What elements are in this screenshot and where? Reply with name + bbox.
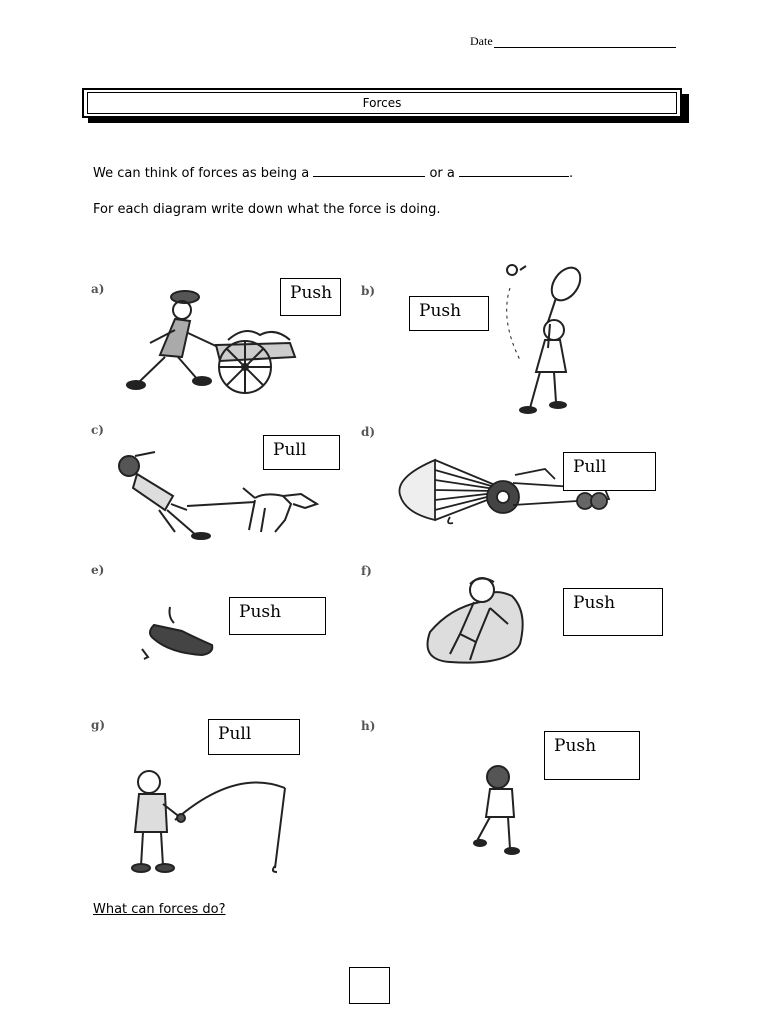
answer-box-h[interactable]: Push [544,731,640,780]
foot-kicking-illustration [140,605,230,669]
diagram-label-c: c) [91,423,104,437]
instruction-text: For each diagram write down what the force is doing. [93,202,441,217]
page-number-box [349,967,390,1004]
boy-fishing-illustration [125,768,300,887]
answer-box-a[interactable]: Push [280,278,341,316]
answer-box-e[interactable]: Push [229,597,326,635]
diagram-label-a: a) [91,282,105,296]
answer-blank-1[interactable] [313,164,425,177]
answer-blank-2[interactable] [459,164,569,177]
child-kicking-illustration [470,765,540,859]
answer-box-f[interactable]: Push [563,588,663,636]
answer-box-d[interactable]: Pull [563,452,656,491]
diagram-label-f: f) [361,564,372,578]
intro-text-part2: or a [429,166,455,181]
girl-hitting-ball-illustration [490,260,610,424]
diagram-label-g: g) [91,718,106,732]
date-label: Date [470,34,493,48]
answer-box-b[interactable]: Push [409,296,489,331]
answer-box-c[interactable]: Pull [263,435,340,470]
section-question: What can forces do? [93,902,226,917]
intro-sentence [93,164,573,181]
diagram-label-b: b) [361,284,376,298]
date-blank-line[interactable] [494,47,676,48]
diagram-label-d: d) [361,425,376,439]
intro-text-end: . [569,166,574,181]
diagram-label-e: e) [91,563,105,577]
diagram-label-h: h) [361,719,376,733]
page-title: Forces [87,92,677,114]
intro-text-part1: We can think of forces as being a [93,166,310,181]
answer-box-g[interactable]: Pull [208,719,300,755]
person-on-beanbag-illustration [420,572,540,671]
